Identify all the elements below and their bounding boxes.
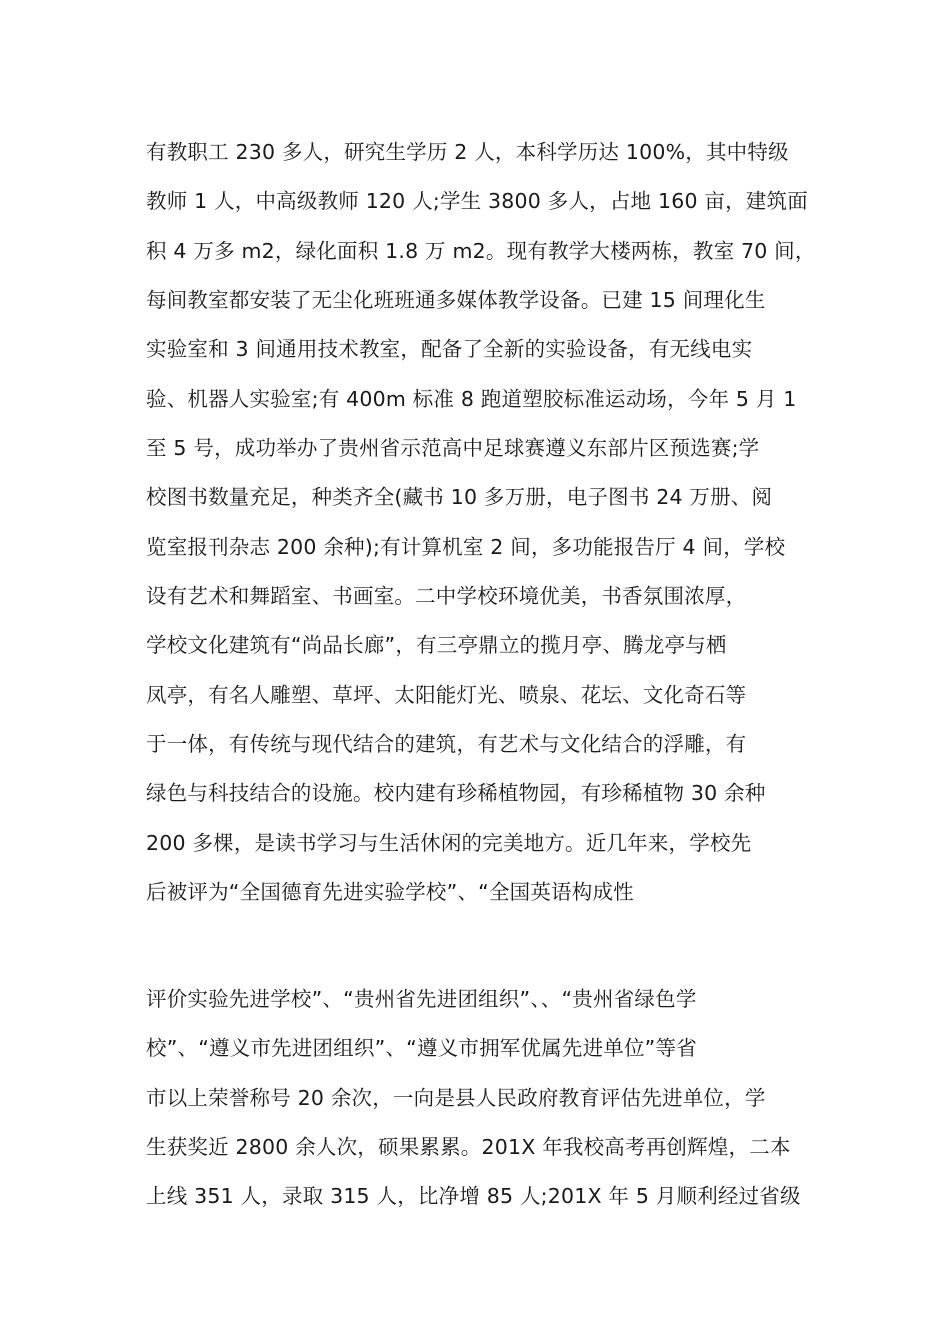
text-line: 实验室和 3 间通用技术教室，配备了全新的实验设备，有无线电实 — [146, 337, 753, 362]
text-line: 生获奖近 2800 余人次，硕果累累。201X 年我校高考再创辉煌，二本 — [146, 1135, 791, 1160]
text-line: 校”、“遵义市先进团组织”、“遵义市拥军优属先进单位”等省 — [146, 1036, 697, 1061]
text-line: 200 多棵，是读书学习与生活休闲的完美地方。近几年来，学校先 — [146, 830, 752, 855]
text-line: 评价实验先进学校”、“贵州省先进团组织”、、“贵州省绿色学 — [146, 987, 697, 1011]
text-line: 绿色与科技结合的设施。校内建有珍稀植物园，有珍稀植物 30 余种 — [146, 781, 766, 806]
text-line: 市以上荣誉称号 20 余次，一向是县人民政府教育评估先进单位，学 — [146, 1085, 766, 1110]
text-line: 上线 351 人，录取 315 人，比净增 85 人;201X 年 5 月顺利经过省级 — [146, 1184, 801, 1209]
text-line: 凤亭，有名人雕塑、草坪、太阳能灯光、喷泉、花坛、文化奇石等 — [146, 682, 747, 707]
paragraph-2 — [146, 979, 826, 1226]
text-line: 校图书数量充足，种类齐全(藏书 10 多万册，电子图书 24 万册、阅 — [146, 485, 773, 510]
text-line: 每间教室都安装了无尘化班班通多媒体教学设备。已建 15 间理化生 — [146, 288, 766, 313]
text-line: 验、机器人实验室;有 400m 标准 8 跑道塑胶标准运动场，今年 5 月 1 — [146, 386, 797, 411]
text-line: 积 4 万多 m2，绿化面积 1.8 万 m2。现有教学大楼两栋，教室 70 间， — [146, 238, 816, 263]
text-line: 后被评为“全国德育先进实验学校”、“全国英语构成性 — [146, 880, 634, 905]
text-line: 设有艺术和舞蹈室、书画室。二中学校环境优美，书香氛围浓厚， — [146, 584, 747, 609]
text-line: 教师 1 人，中高级教师 120 人;学生 3800 多人，占地 160 亩，建筑面 — [146, 189, 808, 214]
text-line: 于一体，有传统与现代结合的建筑，有艺术与文化结合的浮雕，有 — [146, 732, 747, 757]
text-line: 览室报刊杂志 200 余种);有计算机室 2 间，多功能报告厅 4 间，学校 — [146, 534, 786, 559]
text-line: 有教职工 230 多人，研究生学历 2 人，本科学历达 100%，其中特级 — [146, 140, 789, 164]
paragraph-1 — [146, 132, 826, 922]
text-line: 学校文化建筑有“尚品长廊”，有三亭鼎立的揽月亭、腾龙亭与栖 — [146, 633, 727, 658]
text-line: 至 5 号，成功举办了贵州省示范高中足球赛遵义东部片区预选赛;学 — [146, 436, 760, 461]
